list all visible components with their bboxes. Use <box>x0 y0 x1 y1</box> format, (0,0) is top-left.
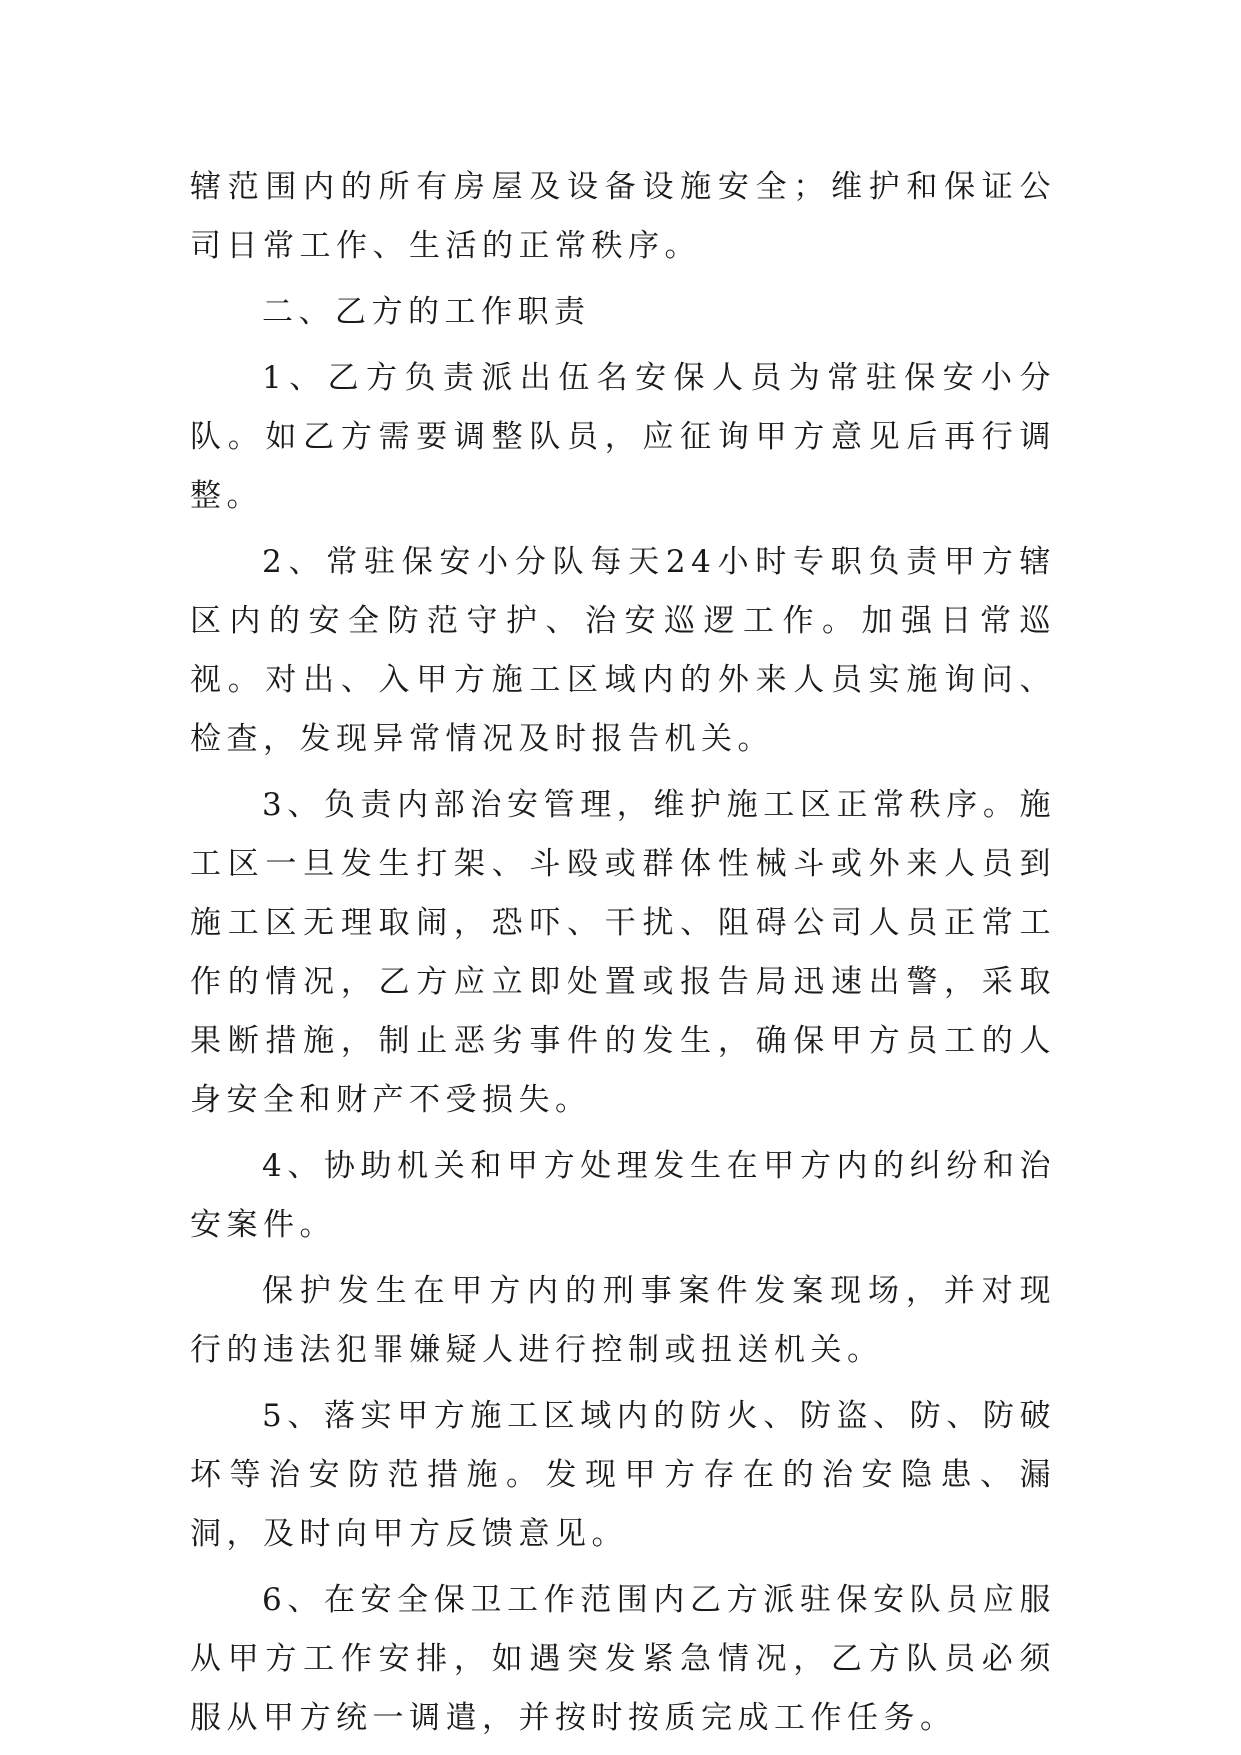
clause-2: 2、常驻保安小分队每天24小时专职负责甲方辖区内的安全防范守护、治安巡逻工作。加强日常巡视。对出、入甲方施工区域内的外来人员实施询问、检查，发现异常情况及时报告机关。 <box>190 544 1056 757</box>
clause-4-supplement: 保护发生在甲方内的刑事案件发案现场，并对现行的违法犯罪嫌疑人进行控制或扭送机关。 <box>190 1273 1056 1368</box>
clause-6: 6、在安全保卫工作范围内乙方派驻保安队员应服从甲方工作安排，如遇突发紧急情况，乙方队员必须服从甲方统一调遣，并按时按质完成工作任务。 <box>190 1582 1056 1736</box>
paragraph-continuation: 辖范围内的所有房屋及设备设施安全；维护和保证公司日常工作、生活的正常秩序。 <box>190 169 1056 264</box>
clause-5: 5、落实甲方施工区域内的防火、防盗、防、防破坏等治安防范措施。发现甲方存在的治安隐患、漏洞，及时向甲方反馈意见。 <box>190 1398 1056 1552</box>
clause-4: 4、协助机关和甲方处理发生在甲方内的纠纷和治安案件。 <box>190 1148 1056 1243</box>
document-body <box>190 158 1056 1755</box>
clause-3: 3、负责内部治安管理，维护施工区正常秩序。施工区一旦发生打架、斗殴或群体性械斗或外来人员到施工区无理取闹，恐吓、干扰、阻碍公司人员正常工作的情况，乙方应立即处置或报告局迅速出警，采取果断措施，制止恶劣事件的发生，确保甲方员工的人身安全和财产不受损失。 <box>190 787 1056 1118</box>
clause-1: 1、乙方负责派出伍名安保人员为常驻保安小分队。如乙方需要调整队员，应征询甲方意见后再行调整。 <box>190 360 1056 514</box>
section-heading: 二、乙方的工作职责 <box>262 294 591 330</box>
